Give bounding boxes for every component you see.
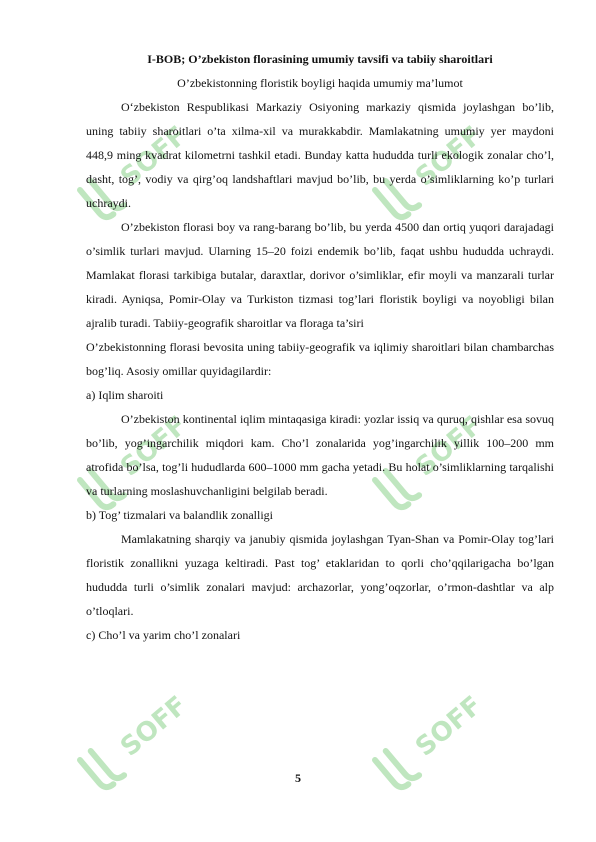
- paragraph: O‘zbekiston Respublikasi Markaziy Osiyoning markaziy qismida joylashgan bo’lib, uning tabiiy sharoitlari o’ta xilma-xil va murakkabdir. Mamlakatning umumiy yer maydoni 448,9 ming kvadrat kilometrni tashkil etadi. Bunday katta hududda turli ekologik zonalar cho’l, dasht, tog’, vodiy va qirg’oq landshaftlari mavjud bo’lib, bu yerda o’simliklarning ko’p turlari uchraydi.: [86, 100, 554, 210]
- watermark-text: SOFF: [410, 690, 488, 763]
- page-content: [86, 47, 554, 647]
- paragraph: O’zbekiston kontinental iqlim mintaqasiga kiradi: yozlar issiq va quruq, qishlar esa sovuq bo’lib, yog’ingarchilik miqdori kam. Cho’l zonalarida yog’ingarchilik yillik 100–200 mm atrofida bo’lsa, tog’li hududlarda 600–1000 mm gacha yetadi. Bu holat o’simliklarning tarqalishi va turlarning moslashuvchanligini belgilab beradi.: [86, 412, 554, 498]
- watermark-text: SOFF: [115, 690, 193, 763]
- section-heading: b) Tog’ tizmalari va balandlik zonalligi: [86, 508, 273, 522]
- section-heading: c) Cho’l va yarim cho’l zonalari: [86, 628, 241, 642]
- watermark-text: SOFF: [410, 120, 488, 193]
- section-heading: a) Iqlim sharoiti: [86, 388, 164, 402]
- watermark-text: SOFF: [115, 410, 193, 483]
- paragraph: O’zbekiston florasi boy va rang-barang bo’lib, bu yerda 4500 dan ortiq yuqori darajadagi o’simlik turlari mavjud. Ularning 15–20 foizi endemik bo’lib, faqat ushbu hududda uchraydi. Mamlakat florasi tarkibiga butalar, daraxtlar, dorivor o’simliklar, efir moyli va manzarali turlar kiradi. Ayniqsa, Pomir-Olay va Turkiston tizmasi tog’lari floristik boyligi va noyobligi bilan ajralib turadi. Tabiiy-geografik sharoitlar va floraga ta’siri: [86, 220, 554, 330]
- watermark-text: SOFF: [115, 120, 193, 193]
- watermark-text: SOFF: [410, 410, 488, 483]
- chapter-title: I-BOB; O’zbekiston florasining umumiy tavsifi va tabiiy sharoitlari: [147, 52, 493, 66]
- page-number: 5: [295, 771, 301, 785]
- paragraph: O’zbekistonning florasi bevosita uning tabiiy-geografik va iqlimiy sharoitlari bilan chambarchas bog’liq. Asosiy omillar quyidagilardir:: [86, 340, 554, 378]
- paragraph: Mamlakatning sharqiy va janubiy qismida joylashgan Tyan-Shan va Pomir-Olay tog’lari floristik zonallikni yuzaga keltiradi. Past tog’ etaklaridan to qorli cho’qqilarigacha bo’lgan hududda turli o’simlik zonalari mavjud: archazorlar, yong’oqzorlar, o’rmon-dashtlar va alp o’tloqlari.: [86, 532, 554, 618]
- section-subtitle: O’zbekistonning floristik boyligi haqida umumiy ma’lumot: [177, 76, 463, 90]
